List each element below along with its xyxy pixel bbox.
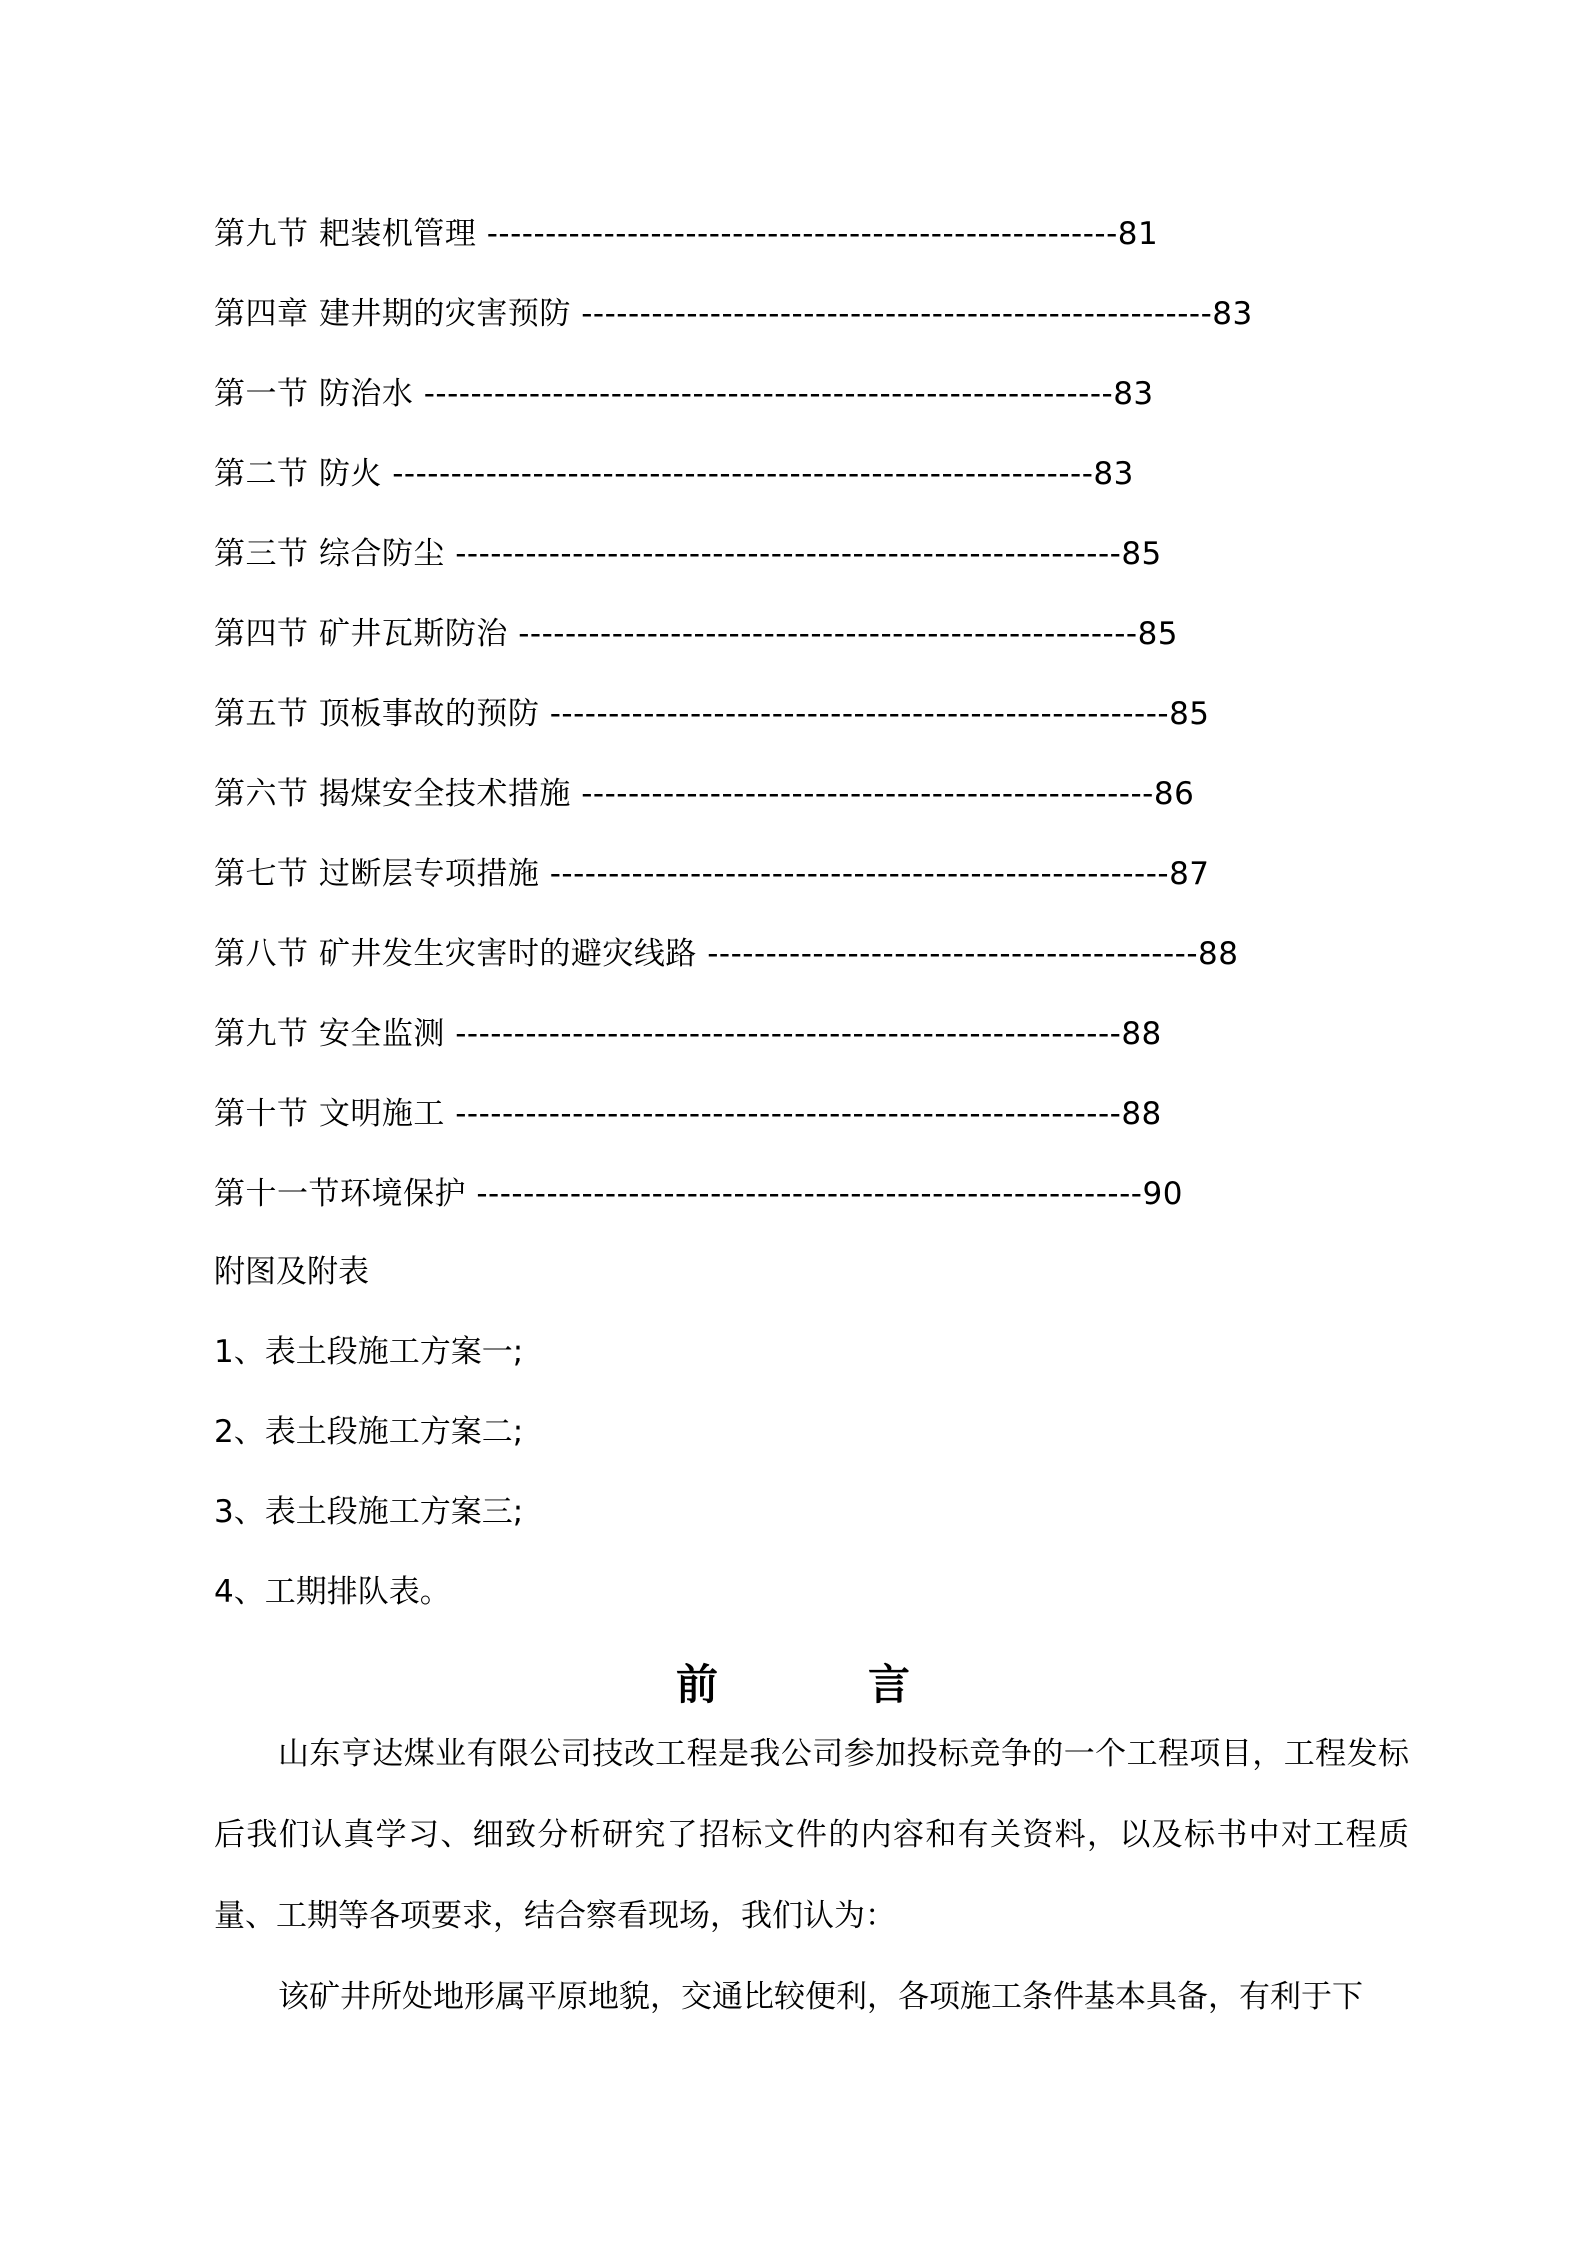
toc-page: 83 — [1212, 296, 1253, 332]
toc-entry — [214, 934, 1238, 974]
toc-page: 83 — [1093, 456, 1134, 492]
toc-leader: --------------------------------------------------------- — [444, 1096, 1122, 1132]
toc-leader: ------------------------------------------ — [696, 936, 1199, 972]
toc-title: 第一节 防治水 — [214, 376, 414, 412]
toc-entry — [214, 534, 1162, 574]
toc-entry — [214, 614, 1178, 654]
toc-entry — [214, 774, 1194, 814]
appendix-item: 1、表土段施工方案一; — [214, 1334, 524, 1370]
toc-title: 第九节 耙装机管理 — [214, 216, 477, 252]
preface-paragraph: 该矿井所处地形属平原地貌，交通比较便利，各项施工条件基本具备，有利于下 — [278, 1979, 1363, 2015]
toc-title: 第十节 文明施工 — [214, 1096, 445, 1132]
appendix-item: 3、表土段施工方案三; — [214, 1494, 524, 1530]
toc-leader: --------------------------------------------------------- — [444, 1016, 1122, 1052]
toc-entry — [214, 294, 1253, 334]
toc-leader: --------------------------------------------------------- — [444, 536, 1122, 572]
toc-title: 第八节 矿井发生灾害时的避灾线路 — [214, 936, 697, 972]
toc-title: 第九节 安全监测 — [214, 1016, 445, 1052]
toc-leader: ------------------------------------------------------------ — [381, 456, 1094, 492]
toc-leader: ----------------------------------------------------- — [539, 856, 1170, 892]
toc-leader: ----------------------------------------------------- — [507, 616, 1138, 652]
toc-leader: ------------------------------------------------------ — [570, 296, 1213, 332]
toc-page: 85 — [1169, 696, 1210, 732]
toc-page: 81 — [1117, 216, 1159, 252]
toc-page: 88 — [1121, 1096, 1162, 1132]
appendix-item: 4、工期排队表。 — [214, 1574, 451, 1610]
toc-page: 90 — [1142, 1176, 1183, 1212]
toc-entry — [214, 1014, 1162, 1054]
toc-title: 第五节 顶板事故的预防 — [214, 696, 540, 732]
toc-leader: ----------------------------------------------------- — [539, 696, 1170, 732]
toc-page: 85 — [1121, 536, 1162, 572]
toc-entry — [214, 454, 1134, 494]
appendix-item: 2、表土段施工方案二; — [214, 1414, 524, 1450]
toc-page: 83 — [1113, 376, 1154, 412]
toc-title: 第六节 揭煤安全技术措施 — [214, 776, 571, 812]
toc-title: 第七节 过断层专项措施 — [214, 856, 540, 892]
toc-title: 第三节 综合防尘 — [214, 536, 445, 572]
toc-entry — [214, 854, 1210, 894]
toc-page: 85 — [1137, 616, 1179, 652]
toc-page: 87 — [1169, 856, 1210, 892]
toc-leader: ----------------------------------------------------------- — [413, 376, 1114, 412]
toc-entry — [214, 214, 1158, 254]
toc-page: 86 — [1153, 776, 1195, 812]
toc-leader: ------------------------------------------------- — [570, 776, 1154, 812]
toc-title: 第四节 矿井瓦斯防治 — [214, 616, 508, 652]
toc-leader: ------------------------------------------------------ — [476, 216, 1118, 252]
toc-title: 第十一节环境保护 — [214, 1176, 466, 1212]
appendix-title: 附图及附表 — [214, 1254, 369, 1290]
toc-page: 88 — [1121, 1016, 1162, 1052]
preface-paragraph: 山东亨达煤业有限公司技改工程是我公司参加投标竞争的一个工程项目，工程发标后我们认真学习、细致分析研究了招标文件的内容和有关资料，以及标书中对工程质量、工期等各项要求，结合察看现场，我们认为： — [214, 1736, 1409, 1934]
preface-heading: 前言 — [675, 1660, 1060, 1709]
toc-leader: --------------------------------------------------------- — [466, 1176, 1143, 1212]
toc-entry — [214, 374, 1154, 414]
toc-title: 第二节 防火 — [214, 456, 382, 492]
toc-title: 第四章 建井期的灾害预防 — [214, 296, 571, 332]
toc-page: 88 — [1198, 936, 1239, 972]
toc-entry — [214, 1094, 1162, 1134]
toc-entry — [214, 694, 1210, 734]
toc-entry — [214, 1174, 1183, 1214]
